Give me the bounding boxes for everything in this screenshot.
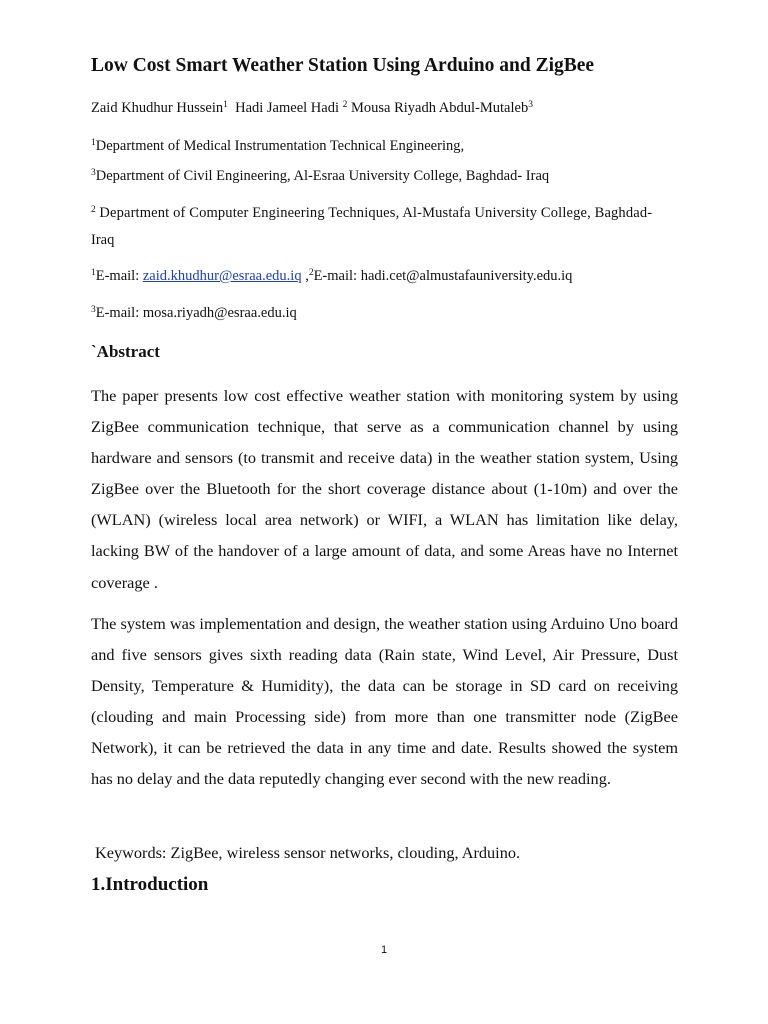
affiliation-line-continued xyxy=(91,232,114,249)
email-sup: 1 xyxy=(91,268,96,278)
abstract-paragraph: The system was implementation and design, the weather station using Arduino Uno board and five sensors gives sixth reading data (Rain state, Wind Level, Air Pressure, Dust Density, Temperature & Humidity), the data can be storage in SD card on receiving (clouding and main Processing side) from more than one transmitter node (ZigBee Network), it can be retrieved the data in any time and date. Results showed the system has no delay and the data reputedly changing ever second with the new reading. xyxy=(91,614,678,789)
affiliation-line xyxy=(91,138,464,155)
affiliation-text: Iraq xyxy=(91,232,115,248)
email-line xyxy=(91,305,297,322)
email-sup: 2 xyxy=(308,268,314,278)
email-sup: 3 xyxy=(91,305,96,315)
abstract-heading: `Abstract xyxy=(91,342,160,361)
author-sup: 1 xyxy=(223,100,228,110)
email-link[interactable]: zaid.khudhur@esraa.edu.iq xyxy=(142,268,302,284)
paper-title: Low Cost Smart Weather Station Using Arduino and ZigBee xyxy=(91,55,595,76)
email-line xyxy=(91,268,572,285)
affiliation-line xyxy=(91,168,549,185)
author-sup: 2 xyxy=(342,100,348,110)
email-text: E-mail: hadi.cet@almustafauniversity.edu.iq xyxy=(313,268,573,284)
affiliation-sup: 3 xyxy=(91,168,96,178)
affiliation-sup: 1 xyxy=(91,138,96,148)
affiliation-sup: 2 xyxy=(91,205,96,215)
email-separator: , xyxy=(301,268,309,284)
affiliation-text: Department of Computer Engineering Techniques, Al-Mustafa University College, Baghdad- xyxy=(99,205,653,221)
affiliation-text: Department of Medical Instrumentation Technical Engineering, xyxy=(95,138,465,154)
author-name: Mousa Riyadh Abdul-Mutaleb xyxy=(350,100,529,116)
author-sup: 3 xyxy=(528,100,533,110)
author-name: Hadi Jameel Hadi xyxy=(235,100,339,116)
author-name: Zaid Khudhur Hussein xyxy=(91,100,224,116)
author-line xyxy=(91,100,533,117)
email-text: E-mail: mosa.riyadh@esraa.edu.iq xyxy=(95,305,297,321)
keywords-line: Keywords: ZigBee, wireless sensor networks, clouding, Arduino. xyxy=(95,843,521,862)
introduction-heading: 1.Introduction xyxy=(91,874,209,895)
affiliation-text: Department of Civil Engineering, Al-Esraa University College, Baghdad- Iraq xyxy=(95,168,550,184)
affiliation-line xyxy=(91,205,652,222)
page-number: 1 xyxy=(380,944,388,956)
email-label: E-mail: xyxy=(95,268,143,284)
abstract-paragraph: The paper presents low cost effective weather station with monitoring system by using ZigBee communication technique, that serve as a communication channel by using hardware and sensors (to transmit and receive data) in the weather station system, Using ZigBee over the Bluetooth for the short coverage distance about (1-10m) and over the (WLAN) (wireless local area network) or WIFI, a WLAN has limitation like delay, lacking BW of the handover of a large amount of data, and some Areas have no Internet coverage . xyxy=(91,386,678,592)
